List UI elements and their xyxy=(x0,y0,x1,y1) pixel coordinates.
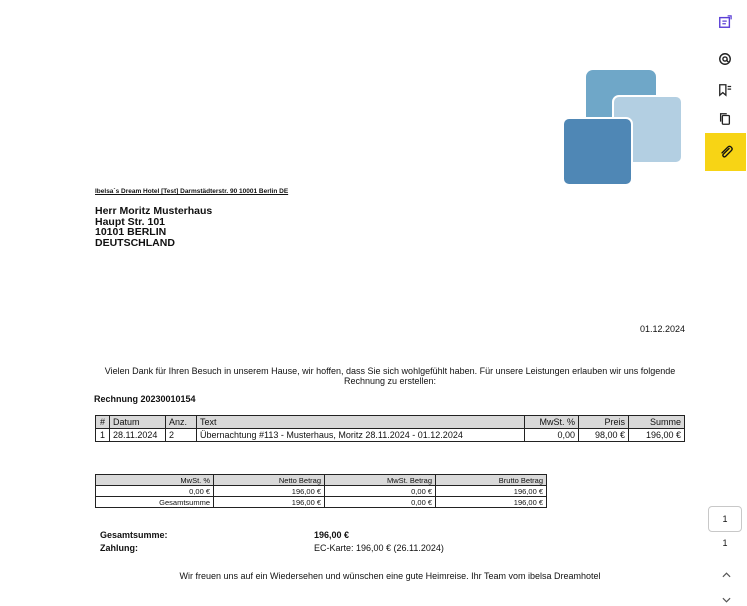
item-date: 28.11.2024 xyxy=(110,429,166,442)
item-price: 98,00 € xyxy=(579,429,629,442)
recipient-name: Herr Moritz Musterhaus xyxy=(95,205,213,217)
total-label: Gesamtsumme: xyxy=(100,530,168,540)
vat-total-amount: 0,00 € xyxy=(325,497,436,508)
copy-icon xyxy=(718,112,732,126)
vat-total-gross: 196,00 € xyxy=(436,497,547,508)
vat-gross: 196,00 € xyxy=(436,486,547,497)
item-vat: 0,00 xyxy=(525,429,579,442)
payment-label: Zahlung: xyxy=(100,543,138,553)
paperclip-icon xyxy=(719,145,733,159)
col-qty-header: Anz. xyxy=(166,416,197,429)
item-qty: 2 xyxy=(166,429,197,442)
items-table xyxy=(95,415,685,442)
col-num-header: # xyxy=(96,416,110,429)
table-row xyxy=(96,429,685,442)
vat-gross-header: Brutto Betrag xyxy=(436,475,547,486)
vat-total-label: Gesamtsumme xyxy=(96,497,214,508)
table-row xyxy=(96,486,547,497)
total-pages: 1 xyxy=(722,538,728,548)
edit-document-button[interactable] xyxy=(710,7,740,37)
vat-rate: 0,00 € xyxy=(96,486,214,497)
item-sum: 196,00 € xyxy=(629,429,685,442)
col-price-header: Preis xyxy=(579,416,629,429)
closing-text: Wir freuen uns auf ein Wiedersehen und wünschen eine gute Heimreise. Ihr Team vom ibelsa Dreamhotel xyxy=(179,571,601,581)
vat-amount: 0,00 € xyxy=(325,486,436,497)
col-sum-header: Summe xyxy=(629,416,685,429)
vat-amount-header: MwSt. Betrag xyxy=(325,475,436,486)
vat-net: 196,00 € xyxy=(214,486,325,497)
edit-document-icon xyxy=(718,15,732,29)
sender-line: Ibelsa´s Dream Hotel [Test] Darmstädterstr. 90 10001 Berlin DE xyxy=(95,188,289,195)
vat-header-row xyxy=(96,475,547,486)
current-page-input[interactable]: 1 xyxy=(708,506,742,532)
invoice-date: 01.12.2024 xyxy=(639,324,685,334)
item-text: Übernachtung #113 - Musterhaus, Moritz 28.11.2024 - 01.12.2024 xyxy=(197,429,525,442)
recipient-street: Haupt Str. 101 xyxy=(95,215,166,228)
table-row xyxy=(96,497,547,508)
recipient-address xyxy=(95,206,212,248)
invoice-title: Rechnung 20230010154 xyxy=(94,394,196,404)
items-header-row xyxy=(96,416,685,429)
total-value: 196,00 € xyxy=(314,530,350,540)
col-date-header: Datum xyxy=(110,416,166,429)
intro-text: Vielen Dank für Ihren Besuch in unserem Hause, wir hoffen, dass Sie sich wohlgefühlt haben. Für unsere Leistungen erlauben wir uns folgende Rechnung zu erstellen: xyxy=(104,366,676,386)
vat-summary-table xyxy=(95,474,547,508)
chevron-down-icon xyxy=(722,597,731,603)
recipient-country: DEUTSCHLAND xyxy=(95,236,175,249)
attachments-button[interactable] xyxy=(705,133,746,171)
vat-rate-header: MwSt. % xyxy=(96,475,214,486)
payment-value: EC-Karte: 196,00 € (26.11.2024) xyxy=(314,543,444,553)
item-num: 1 xyxy=(96,429,110,442)
recipient-city: 10101 BERLIN xyxy=(95,226,167,238)
at-sign-icon xyxy=(718,52,732,66)
logo-square-front xyxy=(562,117,633,186)
chevron-up-icon xyxy=(722,572,731,578)
bookmark-list-icon xyxy=(718,83,732,97)
col-vat-header: MwSt. % xyxy=(525,416,579,429)
mention-button[interactable] xyxy=(710,44,740,74)
previous-page-button[interactable] xyxy=(716,568,736,582)
next-page-button[interactable] xyxy=(716,594,736,606)
bookmarks-button[interactable] xyxy=(710,75,740,105)
copy-button[interactable] xyxy=(710,104,740,134)
vat-net-header: Netto Betrag xyxy=(214,475,325,486)
col-text-header: Text xyxy=(197,416,525,429)
vat-total-net: 196,00 € xyxy=(214,497,325,508)
